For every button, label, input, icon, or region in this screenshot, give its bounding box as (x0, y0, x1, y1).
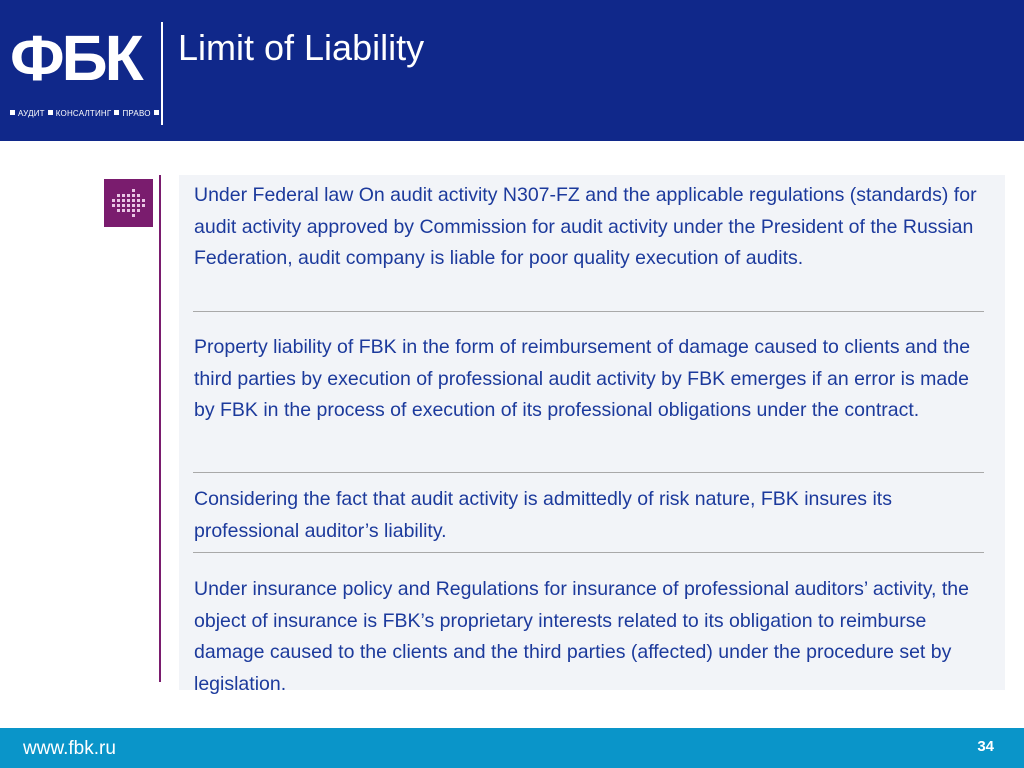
tagline-audit: АУДИТ (18, 109, 45, 118)
content-panel (179, 175, 1005, 695)
tagline-consulting: КОНСАЛТИНГ (55, 109, 112, 118)
website-link[interactable]: www.fbk.ru (23, 738, 116, 759)
paragraph-insurance-policy: Under insurance policy and Regulations for insurance of professional auditors’ activity, the object of insurance is FBK’s proprietary interests related to its obligation to reimburse damage caused to the clients and the third parties (affected) under the procedure set by legislation. (194, 578, 970, 695)
page-title: Limit of Liability (178, 27, 425, 68)
tagline-law: ПРАВО (122, 109, 151, 118)
paragraph-federal-law: Under Federal law On audit activity N307-FZ and the applicable regulations (standards) for audit activity approved by Commission for audit activity under the President of the Russian Federation, audit company is liable for poor quality execution of audits. (194, 184, 977, 269)
header-divider (161, 22, 163, 125)
paragraph-divider (193, 552, 984, 553)
left-accent-rule (159, 175, 161, 682)
slide-header (0, 0, 1024, 141)
page-number: 34 (977, 738, 994, 755)
paragraph-divider (193, 472, 984, 473)
paragraph-insurance-risk: Considering the fact that audit activity is admittedly of risk nature, FBK insures its professional auditor’s liability. (194, 488, 892, 542)
paragraph-divider (193, 311, 984, 312)
logo-tagline (10, 109, 162, 118)
dotted-arrow-icon (104, 179, 153, 227)
paragraph-property-liability: Property liability of FBK in the form of reimbursement of damage caused to clients and the third parties by execution of professional audit activity by FBK emerges if an error is made by FBK in the process of execution of its professional obligations under the contract. (194, 336, 971, 421)
slide-footer (0, 728, 1024, 768)
company-logo: ФБК (10, 22, 141, 94)
